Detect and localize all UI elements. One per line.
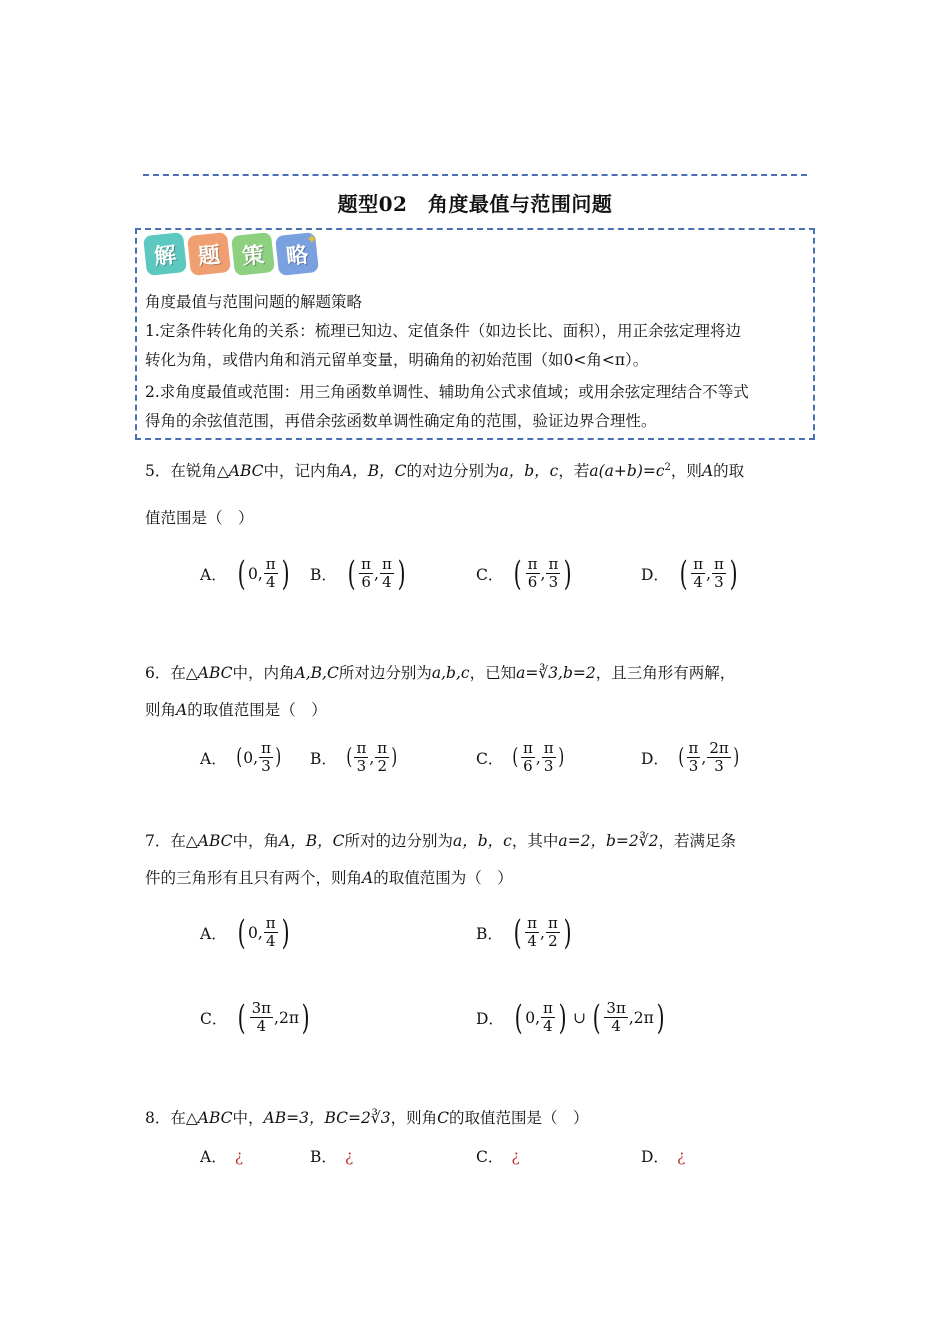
badge-char-1: 解 [143, 232, 187, 276]
q8-option-b[interactable]: B． ¿ [310, 1147, 354, 1166]
q7-option-a[interactable]: A． ( 0 , $\frac{\pi}{4}$ ) [200, 912, 290, 953]
q5-line1: 5．在锐角△ABC中，记内角A，B，C的对边分别为a，b，c，若$a(a+b)=c^2$，则A的取 [145, 462, 745, 481]
q8-option-c[interactable]: C． ¿ [476, 1147, 520, 1166]
q5-option-a[interactable]: A． ( 0 , $\frac{\pi}{4}$ ) [200, 553, 290, 594]
badge-char-4: 略 [275, 232, 319, 276]
q8-option-a[interactable]: A． ¿ [200, 1147, 244, 1166]
sparkle-icon: ✦ [306, 232, 318, 248]
q5-line2: 值范围是（ ） [145, 509, 254, 527]
q7-option-b[interactable]: B． ( $\frac{\pi}{4}$ , $\frac{\pi}{2}$ ) [476, 912, 572, 953]
strategy-p1-line2: 转化为角，或借内角和消元留单变量，明确角的初始范围（如0<角<π）。 [145, 351, 649, 369]
strategy-p2-line2: 得角的余弦值范围，再借余弦函数单调性确定角的范围，验证边界合理性。 [145, 412, 657, 430]
q7-line1: 7．在△ABC中，角A，B，C所对的边分别为a，b，c，其中a=2，b=2∛2，若满足条 [145, 832, 737, 850]
q7-option-c[interactable]: C． ( $\frac{3\pi}{4}$ ,2π ) [200, 997, 310, 1038]
q5-option-c[interactable]: C． ( $\frac{\pi}{6}$ , $\frac{\pi}{3}$ ) [476, 553, 572, 594]
q8-option-d[interactable]: D． ¿ [641, 1147, 686, 1166]
q6-option-b[interactable]: B． ( $\frac{\pi}{3}$ , $\frac{\pi}{2}$ ) [310, 739, 398, 775]
q5-option-d[interactable]: D． ( $\frac{\pi}{4}$ , $\frac{\pi}{3}$ ) [641, 553, 738, 594]
page-title: 题型02 角度最值与范围问题 [337, 192, 613, 216]
top-divider [143, 174, 807, 176]
q6-option-d[interactable]: D． ( $\frac{\pi}{3}$ , $\frac{2\pi}{3}$ ) [641, 739, 740, 775]
strategy-heading: 角度最值与范围问题的解题策略 [145, 293, 363, 311]
strategy-badge [145, 234, 317, 274]
q8-line1: 8．在△ABC中，AB=3，BC=2∛3，则角C的取值范围是（ ） [145, 1109, 589, 1127]
q7-line2: 件的三角形有且只有两个，则角A的取值范围为（ ） [145, 869, 513, 887]
q5-option-b[interactable]: B． ( $\frac{\pi}{6}$ , $\frac{\pi}{4}$ ) [310, 553, 406, 594]
badge-char-3: 策 [231, 232, 275, 276]
q6-option-a[interactable]: A． ( 0 , $\frac{\pi}{3}$ ) [200, 739, 282, 775]
q7-option-d[interactable]: D． ( 0 , $\frac{\pi}{4}$ ) ∪ ( $\frac{3\pi}{4}$ ,2π ) [476, 997, 665, 1038]
q6-line2: 则角A的取值范围是（ ） [145, 701, 327, 719]
q6-option-c[interactable]: C． ( $\frac{\pi}{6}$ , $\frac{\pi}{3}$ ) [476, 739, 564, 775]
badge-char-2: 题 [187, 232, 231, 276]
strategy-p2-line1: 2.求角度最值或范围：用三角函数单调性、辅助角公式求值域；或用余弦定理结合不等式 [145, 383, 749, 401]
q6-line1: 6．在△ABC中，内角A,B,C所对边分别为a,b,c，已知a=∛3,b=2，且三角形有两解， [145, 664, 736, 682]
strategy-p1-line1: 1.定条件转化角的关系：梳理已知边、定值条件（如边长比、面积），用正余弦定理将边 [145, 322, 742, 340]
